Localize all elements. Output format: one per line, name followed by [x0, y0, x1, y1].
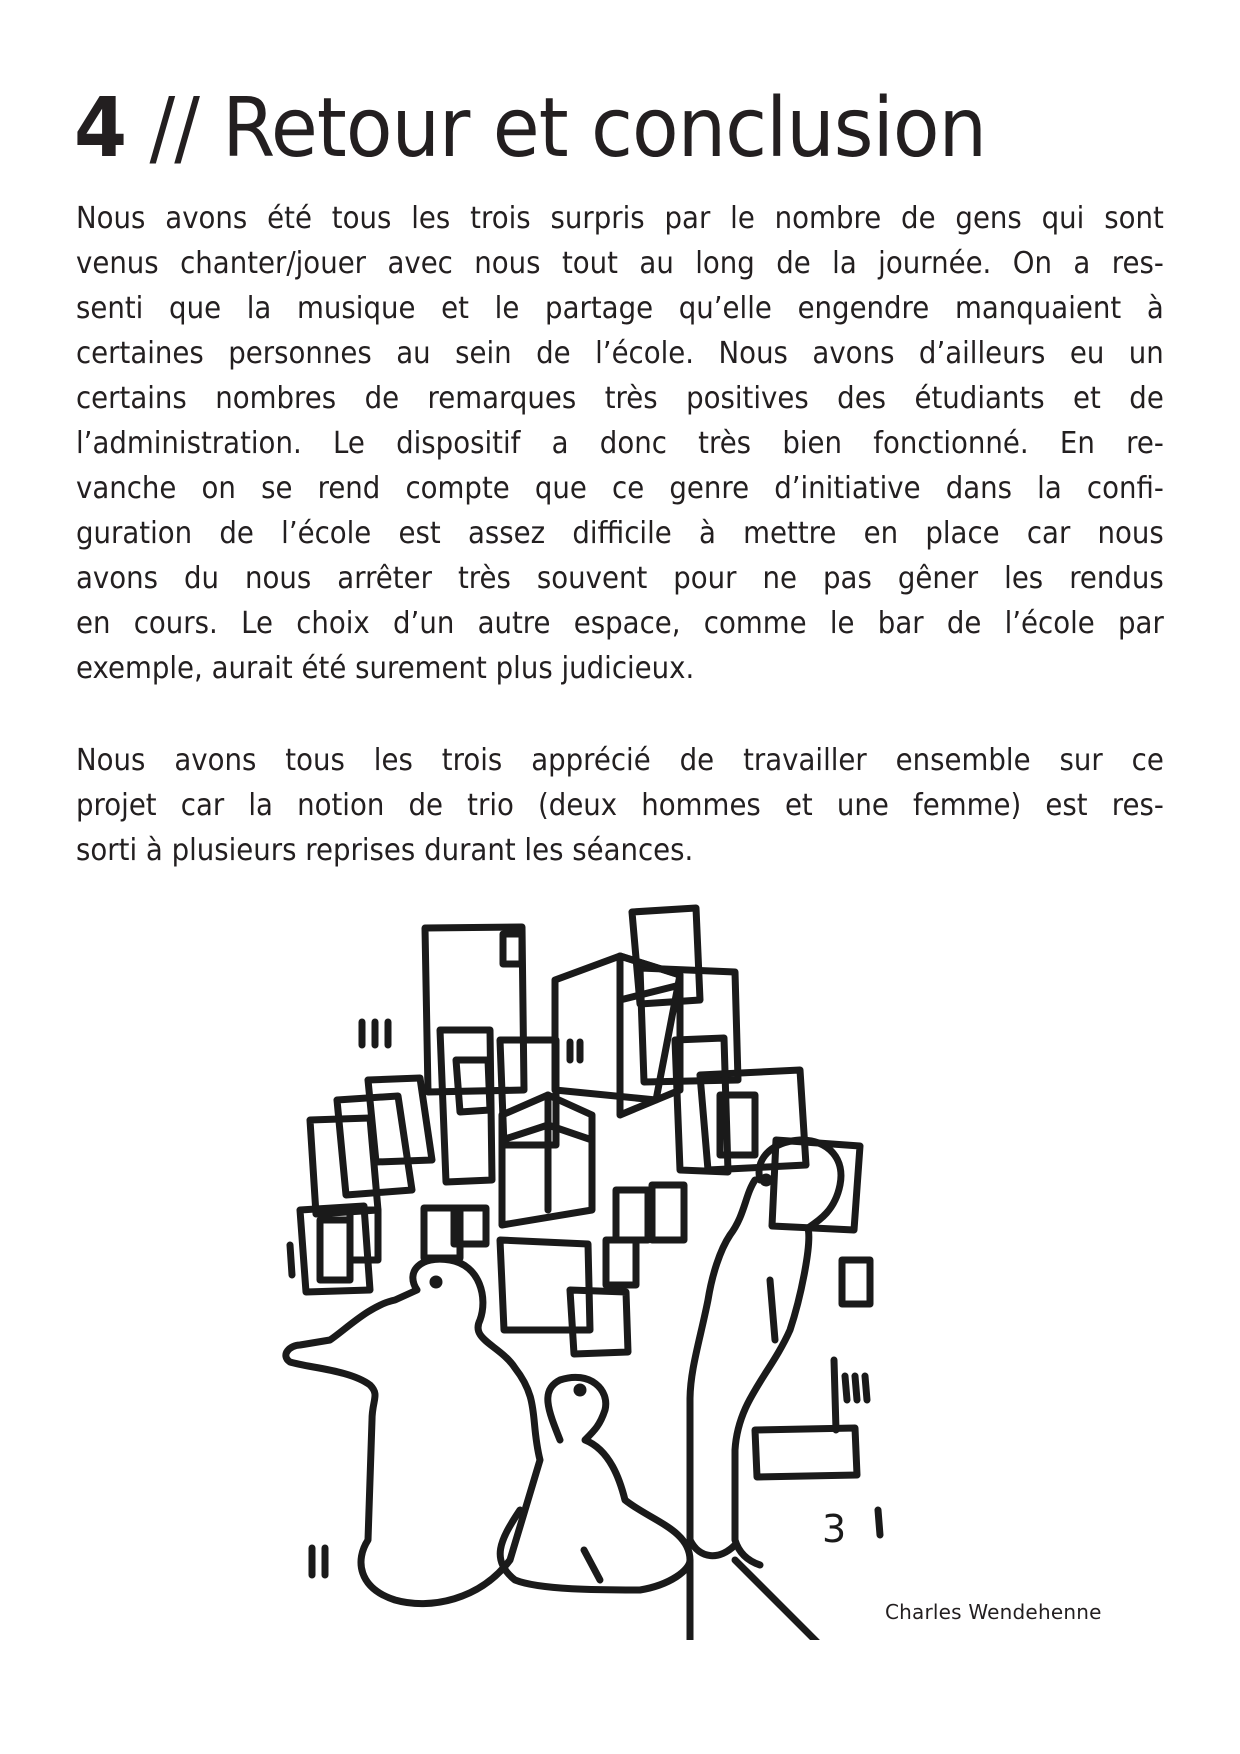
section-number: 4	[74, 81, 127, 176]
title-separator: //	[126, 81, 223, 176]
text-line: en cours. Le choix d’un autre espace, comme le bar de l’école par	[76, 606, 1164, 641]
text-line: projet car la notion de trio (deux hommes et une femme) est res-	[76, 788, 1164, 823]
text-line: Nous avons tous les trois apprécié de travailler ensemble sur ce	[76, 743, 1164, 778]
text-line: certaines personnes au sein de l’école. Nous avons d’ailleurs eu un	[76, 336, 1164, 371]
text-line: l’administration. Le dispositif a donc très bien fonctionné. En re-	[76, 426, 1164, 461]
text-line: Nous avons été tous les trois surpris par le nombre de gens qui sont	[76, 201, 1164, 236]
text-line: senti que la musique et le partage qu’elle engendre manquaient à	[76, 291, 1164, 326]
text-line: exemple, aurait été surement plus judicieux.	[76, 651, 695, 686]
text-line: vanche on se rend compte que ce genre d’initiative dans la confi-	[76, 471, 1164, 506]
ink-drawing-illustration	[270, 880, 910, 1640]
text-line: avons du nous arrêter très souvent pour ne pas gêner les rendus	[76, 561, 1164, 596]
text-line: certains nombres de remarques très positives des étudiants et de	[76, 381, 1164, 416]
paragraph-2	[76, 738, 1164, 873]
page-title	[74, 81, 986, 176]
section-title: Retour et conclusion	[222, 81, 986, 176]
paragraph-1	[76, 196, 1164, 691]
illustration-number: 3	[822, 1507, 847, 1551]
text-line: sorti à plusieurs reprises durant les séances.	[76, 833, 694, 868]
text-line: guration de l’école est assez difficile à mettre en place car nous	[76, 516, 1164, 551]
text-line: venus chanter/jouer avec nous tout au long de la journée. On a res-	[76, 246, 1164, 281]
illustration-credit: Charles Wendehenne	[885, 1600, 1102, 1624]
